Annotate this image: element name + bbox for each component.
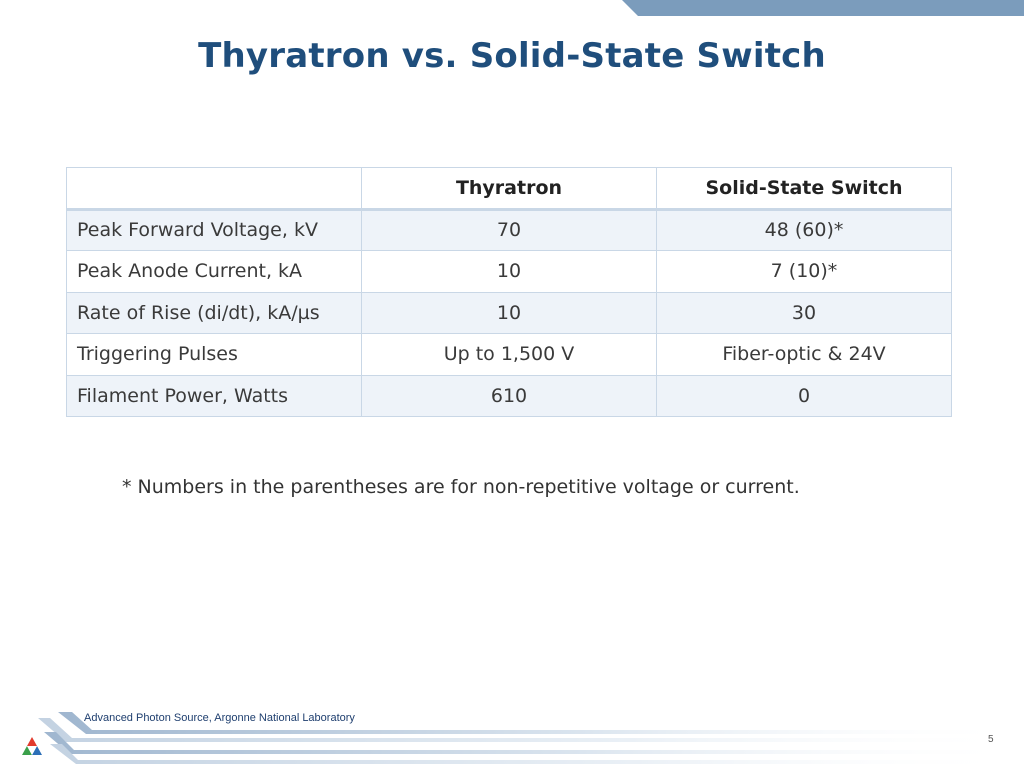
solid-state-value: 30	[657, 292, 952, 334]
table-header-thyratron: Thyratron	[362, 168, 657, 210]
table-row	[67, 292, 952, 334]
table-row	[67, 334, 952, 376]
row-label: Rate of Rise (di/dt), kA/µs	[67, 292, 362, 334]
comparison-table	[66, 167, 952, 417]
thyratron-value: Up to 1,500 V	[362, 334, 657, 376]
slide-title: Thyratron vs. Solid-State Switch	[198, 36, 826, 76]
table-header-empty	[67, 168, 362, 210]
table-row	[67, 251, 952, 293]
table-header-solid-state: Solid-State Switch	[657, 168, 952, 210]
solid-state-value: 7 (10)*	[657, 251, 952, 293]
footer-institution-text: Advanced Photon Source, Argonne National Laboratory	[84, 712, 355, 724]
table-header-row	[67, 168, 952, 210]
top-accent-bar	[622, 0, 1024, 16]
solid-state-value: Fiber-optic & 24V	[657, 334, 952, 376]
solid-state-value: 48 (60)*	[657, 209, 952, 251]
row-label: Triggering Pulses	[67, 334, 362, 376]
argonne-triangle-logo-icon	[20, 736, 44, 758]
thyratron-value: 610	[362, 375, 657, 417]
thyratron-value: 70	[362, 209, 657, 251]
thyratron-value: 10	[362, 292, 657, 334]
table-row	[67, 209, 952, 251]
table-row	[67, 375, 952, 417]
solid-state-value: 0	[657, 375, 952, 417]
footnote: * Numbers in the parentheses are for non-repetitive voltage or current.	[122, 476, 800, 498]
row-label: Filament Power, Watts	[67, 375, 362, 417]
row-label: Peak Forward Voltage, kV	[67, 209, 362, 251]
page-number: 5	[988, 734, 994, 745]
row-label: Peak Anode Current, kA	[67, 251, 362, 293]
thyratron-value: 10	[362, 251, 657, 293]
